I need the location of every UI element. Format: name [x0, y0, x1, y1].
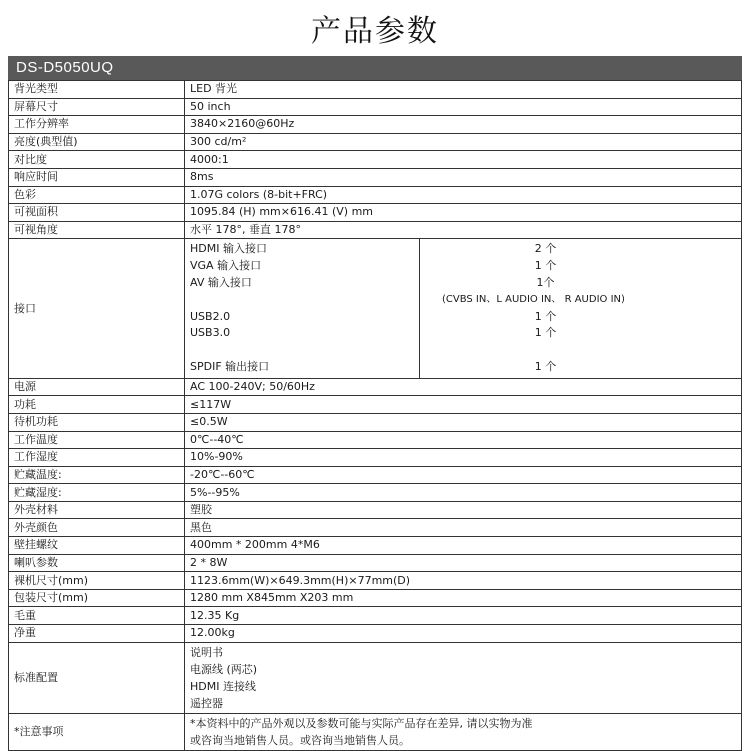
spec-value: LED 背光 — [185, 81, 742, 99]
spec-rows-top — [9, 81, 742, 239]
spec-label: 裸机尺寸(mm) — [9, 572, 185, 590]
spec-value: 黑色 — [185, 519, 742, 537]
spec-label: 工作分辨率 — [9, 116, 185, 134]
table-row — [9, 554, 742, 572]
spec-value: 1095.84 (H) mm×616.41 (V) mm — [185, 204, 742, 222]
interface-cell — [185, 239, 742, 378]
table-row — [9, 537, 742, 555]
standard-config-label: 标准配置 — [9, 642, 185, 713]
notes-line: 或咨询当地销售人员。或咨询当地销售人员。 — [190, 733, 410, 747]
notes-label: *注意事项 — [9, 713, 185, 750]
interface-name: USB2.0 — [190, 309, 231, 323]
config-section — [9, 642, 742, 750]
spec-label: 贮藏温度: — [9, 466, 185, 484]
table-row — [9, 713, 742, 750]
spec-table — [8, 80, 742, 751]
spec-value: 50 inch — [185, 98, 742, 116]
table-row — [9, 607, 742, 625]
table-row — [9, 98, 742, 116]
spec-value: 2 * 8W — [185, 554, 742, 572]
spec-value: 400mm * 200mm 4*M6 — [185, 537, 742, 555]
table-row — [9, 431, 742, 449]
table-row — [9, 204, 742, 222]
interface-name: USB3.0 — [190, 326, 231, 340]
table-row — [9, 133, 742, 151]
spec-value: 3840×2160@60Hz — [185, 116, 742, 134]
table-row — [9, 642, 742, 713]
spec-value: 12.00kg — [185, 625, 742, 643]
table-row — [9, 81, 742, 99]
table-row — [9, 168, 742, 186]
table-row — [9, 501, 742, 519]
interface-count: 1 个 — [534, 309, 557, 323]
spec-value: ≤0.5W — [185, 413, 742, 431]
interface-name: VGA 输入接口 — [190, 259, 262, 273]
spec-label: 电源 — [9, 378, 185, 396]
config-item: 说明书 — [190, 645, 223, 659]
spec-label: 响应时间 — [9, 168, 185, 186]
table-row — [9, 519, 742, 537]
interface-count: 1个 — [536, 275, 555, 289]
spec-value: 1.07G colors (8-bit+FRC) — [185, 186, 742, 204]
notes-line: *本资料中的产品外观以及参数可能与实际产品存在差异, 请以实物为准 — [190, 716, 533, 730]
spec-label: 待机功耗 — [9, 413, 185, 431]
spec-label: 毛重 — [9, 607, 185, 625]
interface-names — [185, 239, 420, 377]
config-item: 遥控器 — [190, 696, 223, 710]
spec-value: 水平 178°, 垂直 178° — [185, 221, 742, 239]
table-row — [9, 396, 742, 414]
table-row — [9, 572, 742, 590]
spec-label: 工作温度 — [9, 431, 185, 449]
spec-label: 色彩 — [9, 186, 185, 204]
interface-counts — [420, 239, 741, 377]
spec-label: 包装尺寸(mm) — [9, 589, 185, 607]
interface-count: 2 个 — [534, 242, 557, 256]
interface-section — [9, 239, 742, 378]
spec-label: 屏幕尺寸 — [9, 98, 185, 116]
table-row — [9, 186, 742, 204]
spec-value: 5%--95% — [185, 484, 742, 502]
spec-sheet — [8, 56, 742, 751]
spec-label: 功耗 — [9, 396, 185, 414]
standard-config-items — [185, 642, 742, 713]
spec-label: 外壳材料 — [9, 501, 185, 519]
interface-name: AV 输入接口 — [190, 275, 252, 289]
interface-name: HDMI 输入接口 — [190, 242, 267, 256]
table-row — [9, 239, 742, 378]
spec-value: 1280 mm X845mm X203 mm — [185, 589, 742, 607]
page-title: 产品参数 — [311, 14, 439, 49]
table-row — [9, 589, 742, 607]
interface-name: SPDIF 输出接口 — [190, 359, 270, 373]
spec-label: 净重 — [9, 625, 185, 643]
spec-label: 壁挂螺纹 — [9, 537, 185, 555]
table-row — [9, 484, 742, 502]
spec-value: AC 100-240V; 50/60Hz — [185, 378, 742, 396]
spec-label: 背光类型 — [9, 81, 185, 99]
spec-value: 塑胶 — [185, 501, 742, 519]
table-row — [9, 378, 742, 396]
spec-rows-bottom — [9, 378, 742, 642]
spec-label: 亮度(典型值) — [9, 133, 185, 151]
spec-label: 贮藏湿度: — [9, 484, 185, 502]
table-row — [9, 625, 742, 643]
table-row — [9, 151, 742, 169]
table-row — [9, 449, 742, 467]
interface-count — [420, 342, 741, 359]
spec-value: -20℃--60℃ — [185, 466, 742, 484]
spec-value: 10%-90% — [185, 449, 742, 467]
spec-label: 喇叭参数 — [9, 554, 185, 572]
interface-name — [190, 292, 419, 309]
spec-value: 300 cd/m² — [185, 133, 742, 151]
spec-label: 对比度 — [9, 151, 185, 169]
spec-label: 可视面积 — [9, 204, 185, 222]
spec-label: 可视角度 — [9, 221, 185, 239]
interface-name — [190, 342, 419, 359]
spec-value: 4000:1 — [185, 151, 742, 169]
table-row — [9, 116, 742, 134]
notes-text — [185, 713, 742, 750]
table-row — [9, 466, 742, 484]
spec-label: 工作湿度 — [9, 449, 185, 467]
spec-value: 8ms — [185, 168, 742, 186]
spec-value: 0℃--40℃ — [185, 431, 742, 449]
interface-count: 1 个 — [534, 259, 557, 273]
model-header: DS-D5050UQ — [8, 56, 742, 80]
spec-value: 12.35 Kg — [185, 607, 742, 625]
interface-count: 1 个 — [534, 326, 557, 340]
interface-count: 1 个 — [534, 359, 557, 373]
spec-value: 1123.6mm(W)×649.3mm(H)×77mm(D) — [185, 572, 742, 590]
table-row — [9, 413, 742, 431]
interface-count: (CVBS IN、L AUDIO IN、 R AUDIO IN) — [442, 293, 625, 305]
spec-value: ≤117W — [185, 396, 742, 414]
config-item: HDMI 连接线 — [190, 679, 256, 693]
config-item: 电源线 (两芯) — [190, 662, 258, 676]
table-row — [9, 221, 742, 239]
spec-label: 外壳颜色 — [9, 519, 185, 537]
interface-label: 接口 — [9, 239, 185, 378]
